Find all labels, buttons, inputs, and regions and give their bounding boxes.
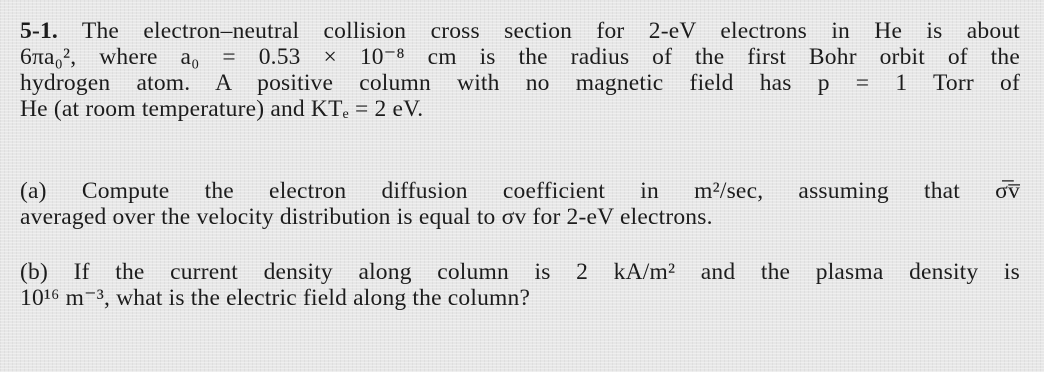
problem-number: 5-1. (20, 18, 59, 44)
problem-line-4: He (at room temperature) and KTₑ = 2 eV. (20, 96, 424, 122)
part-a (20, 178, 1020, 230)
part-a-line-1: (a) Compute the electron diffusion coefficient in m²/sec, assuming that σ̅v̅ (20, 178, 1020, 204)
part-a-line-2: averaged over the velocity distribution is equal to σv for 2-eV electrons. (20, 204, 713, 230)
problem-statement (20, 18, 1020, 122)
problem-line-1: 5-1. The electron–neutral collision cross section for 2-eV electrons in He is about (20, 18, 1020, 44)
part-b (20, 259, 1020, 311)
part-b-label: (b) (20, 259, 49, 285)
problem-line-2: 6πa₀², where a₀ = 0.53 × 10⁻⁸ cm is the radius of the first Bohr orbit of the (20, 44, 1020, 70)
part-b-line-1: (b) If the current density along column is 2 kA/m² and the plasma density is (20, 259, 1020, 285)
problem-line-3: hydrogen atom. A positive column with no magnetic field has p = 1 Torr of (20, 70, 1020, 96)
part-a-label: (a) (20, 178, 47, 204)
part-b-line-2: 10¹⁶ m⁻³, what is the electric field along the column? (20, 285, 531, 311)
